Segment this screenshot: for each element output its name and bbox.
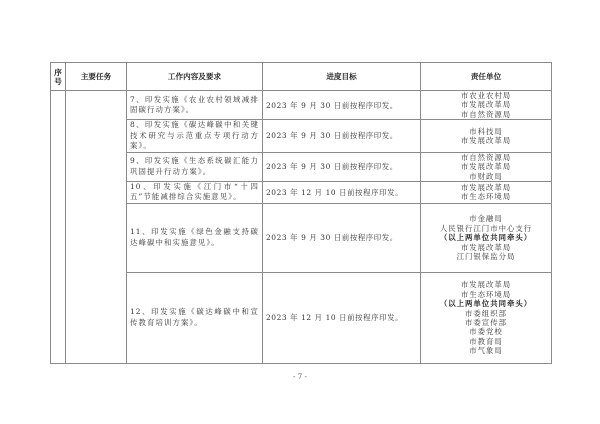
responsible-unit: 市生态环境局 <box>460 192 512 202</box>
cell-unit <box>421 152 552 181</box>
cell-unit <box>421 203 552 272</box>
responsible-unit: 市科技局 <box>469 126 503 136</box>
responsible-unit: 市发展改革局 <box>460 183 512 193</box>
header-unit: 责任单位 <box>421 63 552 91</box>
cell-content: 8、印发实施《碳达峰碳中和关键技术研究与示范重点专项行动方案》。 <box>127 120 263 153</box>
cell-unit <box>421 272 552 363</box>
responsible-unit: 市金融局 <box>469 214 503 224</box>
header-target: 进度目标 <box>263 63 421 91</box>
cell-target: 2023 年 9 月 30 日前按程序印发。 <box>263 120 421 153</box>
cell-no <box>51 91 66 364</box>
table-row <box>51 181 552 203</box>
cell-content: 9、印发实施《生态系统碳汇能力巩固提升行动方案》。 <box>127 152 263 181</box>
responsible-unit: 市自然资源局 <box>460 152 512 162</box>
responsible-unit: 市发展改革局 <box>460 280 512 290</box>
responsible-unit: 市委宣传部 <box>465 317 507 327</box>
table-row <box>51 152 552 181</box>
responsible-unit: 市农业农村局 <box>460 91 512 100</box>
cell-unit <box>421 91 552 120</box>
cell-target: 2023 年 9 月 30 日前按程序印发。 <box>263 203 421 272</box>
header-no: 序号 <box>51 63 66 91</box>
table-row <box>51 272 552 363</box>
responsible-unit: 市发展改革局 <box>460 162 512 172</box>
responsible-unit: 市发展改革局 <box>460 135 512 145</box>
cell-target: 2023 年 9 月 30 日前按程序印发。 <box>263 152 421 181</box>
cell-content: 7、印发实施《农业农村领域减排固碳行动方案》。 <box>127 91 263 120</box>
co-lead-note: （以上两单位共同牵头） <box>439 299 533 309</box>
responsible-unit: 市委组织部 <box>465 308 507 318</box>
cell-unit <box>421 120 552 153</box>
page-number: - 7 - <box>293 373 307 381</box>
responsible-unit: 市委党校 <box>469 327 503 337</box>
co-lead-note: （以上两单位共同牵头） <box>439 233 533 243</box>
responsible-unit: 市教育局 <box>469 336 503 346</box>
responsible-unit: 市生态环境局 <box>460 289 512 299</box>
header-task: 主要任务 <box>66 63 127 91</box>
cell-content: 10、印发实施《江门市“十四五”节能减排综合实施意见》。 <box>127 181 263 203</box>
table-header-row <box>51 63 552 91</box>
responsible-unit: 人民银行江门市中心支行 <box>439 223 533 233</box>
responsible-unit: 市财政局 <box>469 171 503 181</box>
cell-target: 2023 年 12 月 10 日前按程序印发。 <box>263 272 421 363</box>
cell-task <box>66 91 127 364</box>
table-row <box>51 120 552 153</box>
cell-target: 2023 年 9 月 30 日前按程序印发。 <box>263 91 421 120</box>
responsible-unit: 市自然资源局 <box>460 109 512 119</box>
table-row <box>51 91 552 120</box>
task-table <box>50 62 552 364</box>
cell-content: 11、印发实施《绿色金融支持碳达峰碳中和实施意见》。 <box>127 203 263 272</box>
responsible-unit: 市气象局 <box>469 346 503 356</box>
responsible-unit: 江门银保监分局 <box>456 252 516 262</box>
header-content: 工作内容及要求 <box>127 63 263 91</box>
cell-unit <box>421 181 552 203</box>
cell-target: 2023 年 12 月 10 日前按程序印发。 <box>263 181 421 203</box>
responsible-unit: 市发展改革局 <box>460 100 512 110</box>
responsible-unit: 市发展改革局 <box>460 242 512 252</box>
table-row <box>51 203 552 272</box>
cell-content: 12、印发实施《碳达峰碳中和宣传教育培训方案》。 <box>127 272 263 363</box>
